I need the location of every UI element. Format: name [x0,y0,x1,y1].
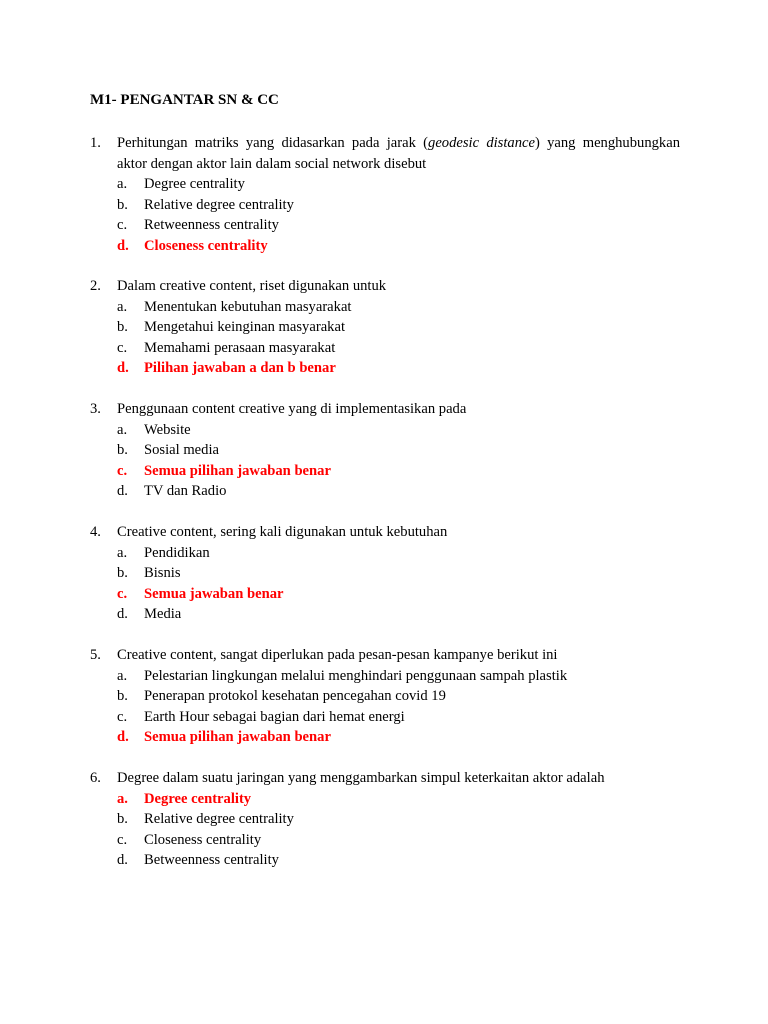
option-b: b. Relative degree centrality [117,811,294,828]
option-d-correct-answer: d. Semua pilihan jawaban benar [117,729,331,746]
option-list [90,297,680,379]
question-number: 5. [90,647,101,663]
option-a-correct-answer: a. Degree centrality [117,790,252,807]
option-d: d. Media [117,606,182,623]
option-list [90,543,680,625]
option-b: b. Bisnis [117,565,181,582]
option-a: a. Pelestarian lingkungan melalui menghindari penggunaan sampah plastik [117,667,568,684]
option-list [90,666,680,748]
question-2 [90,276,680,379]
option-c: c. Memahami perasaan masyarakat [117,339,336,356]
question-4 [90,522,680,625]
option-list [90,420,680,502]
question-number: 6. [90,770,101,786]
option-b: b. Sosial media [117,442,219,459]
option-d-correct-answer: d. Pilihan jawaban a dan b benar [117,360,336,377]
question-text: Creative content, sering kali digunakan untuk kebutuhan [117,524,448,540]
question-number: 2. [90,278,101,294]
question-number: 3. [90,401,101,417]
option-list [90,789,680,871]
option-d-correct-answer: d. Closeness centrality [117,237,268,254]
question-number: 1. [90,135,101,151]
option-a: a. Pendidikan [117,544,210,561]
question-text: Dalam creative content, riset digunakan untuk [117,278,387,294]
option-b: b. Penerapan protokol kesehatan pencegahan covid 19 [117,688,446,705]
question-5 [90,645,680,748]
option-d: d. TV dan Radio [117,483,227,500]
option-c: c. Closeness centrality [117,831,262,848]
page-title: M1- PENGANTAR SN & CC [90,92,279,108]
question-text: Penggunaan content creative yang di implementasikan pada [117,401,467,417]
option-d: d. Betweenness centrality [117,852,279,869]
option-c-correct-answer: c. Semua pilihan jawaban benar [117,462,331,479]
option-a: a. Menentukan kebutuhan masyarakat [117,298,352,315]
option-c-correct-answer: c. Semua jawaban benar [117,585,284,602]
italic-term: geodesic distance [428,135,535,151]
option-b: b. Relative degree centrality [117,196,294,213]
question-1 [90,133,680,257]
question-3 [90,399,680,502]
question-number: 4. [90,524,101,540]
option-list [90,174,680,256]
option-a: a. Website [117,421,191,438]
question-text: Creative content, sangat diperlukan pada pesan-pesan kampanye berikut ini [117,647,558,663]
question-6 [90,768,680,871]
question-text: Perhitungan matriks yang didasarkan pada jarak (geodesic distance) yang menghubungkan aktor dengan aktor lain dalam social network disebut [117,135,680,172]
option-a: a. Degree centrality [117,176,245,193]
question-text: Degree dalam suatu jaringan yang menggambarkan simpul keterkaitan aktor adalah [117,770,605,786]
option-c: c. Earth Hour sebagai bagian dari hemat energi [117,708,405,725]
option-c: c. Retweenness centrality [117,217,279,234]
option-b: b. Mengetahui keinginan masyarakat [117,319,345,336]
